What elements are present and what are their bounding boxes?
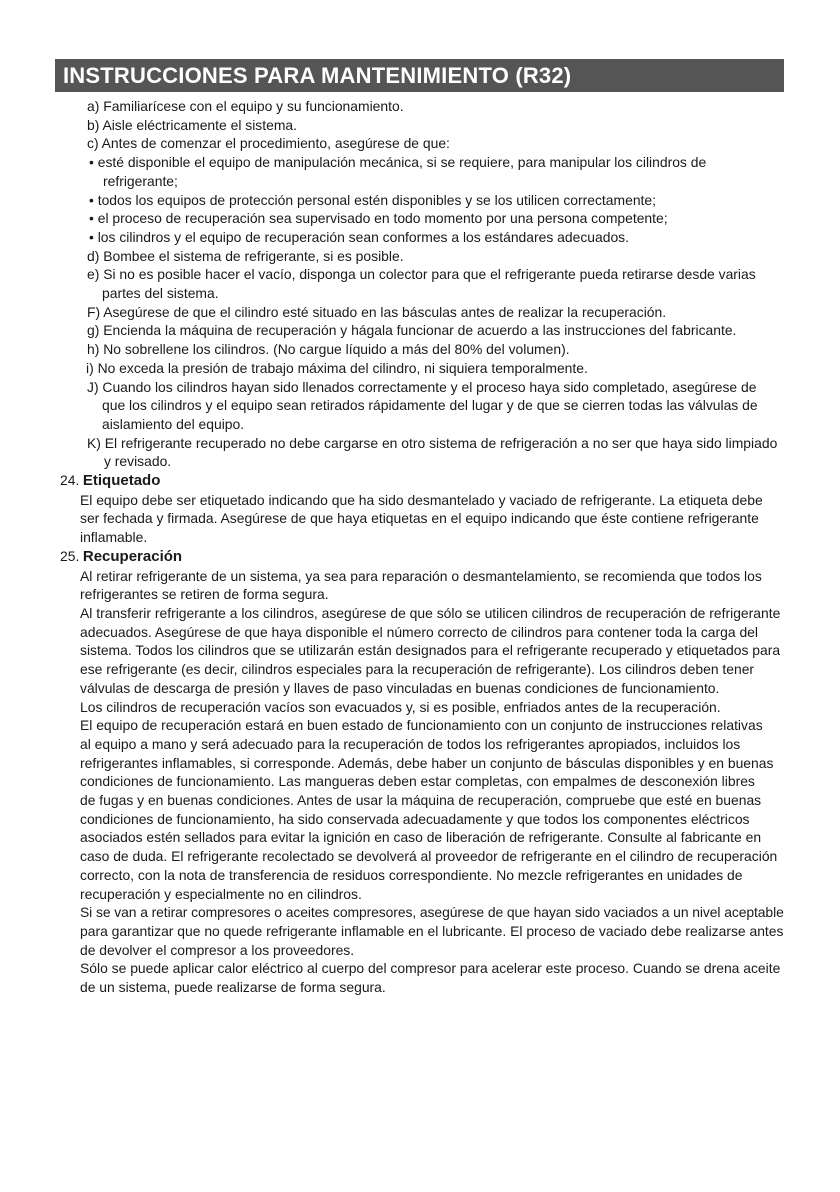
paragraph-line: refrigerantes inflamables, si corresponde. Además, debe haber un conjunto de básculas disponibles y en buenas	[80, 754, 774, 771]
paragraph-line: Sólo se puede aplicar calor eléctrico al cuerpo del compresor para acelerar este proceso. Cuando se drena aceite	[80, 960, 781, 977]
paragraph-line: válvulas de descarga de presión y llaves de paso vinculadas en buenas condiciones de funcionamiento.	[80, 679, 720, 696]
list-item: i) No exceda la presión de trabajo máxima del cilindro, ni siquiera temporalmente.	[86, 359, 588, 376]
paragraph-line: adecuados. Asegúrese de que haya disponible el número correcto de cilindros para contener toda la carga del	[80, 623, 758, 640]
paragraph-line: condiciones de funcionamiento. Las mangueras deben estar completas, con empalmes de desconexión libres	[80, 773, 755, 790]
section-heading-recuperacion	[60, 547, 784, 567]
list-item: h) No sobrellene los cilindros. (No cargue líquido a más del 80% del volumen).	[87, 341, 570, 358]
paragraph-line: El equipo debe ser etiquetado indicando que ha sido desmantelado y vaciado de refrigerante. La etiqueta debe	[80, 491, 763, 508]
bullet-item: • el proceso de recuperación sea supervisado en todo momento por una persona competente;	[89, 210, 668, 227]
list-item-continuation: aislamiento del equipo.	[102, 415, 245, 432]
bullet-item: • todos los equipos de protección personal estén disponibles y se los utilicen correctamente;	[89, 191, 656, 208]
section-title: Etiquetado	[82, 472, 161, 490]
paragraph-line: de devolver el compresor a los proveedores.	[80, 941, 355, 958]
paragraph-line: asociados estén sellados para evitar la ignición en caso de liberación de refrigerante. Consulte al fabricante en	[80, 829, 762, 846]
paragraph-line: Al retirar refrigerante de un sistema, ya sea para reparación o desmantelamiento, se recomienda que todos los	[80, 567, 762, 584]
list-item: c) Antes de comenzar el procedimiento, asegúrese de que:	[87, 135, 450, 152]
list-item: K) El refrigerante recuperado no debe cargarse en otro sistema de refrigeración a no ser que haya sido limpiado	[87, 434, 778, 451]
paragraph-line: caso de duda. El refrigerante recolectado se devolverá al proveedor de refrigerante en el cilindro de recuperación	[80, 848, 778, 865]
paragraph-line: Al transferir refrigerante a los cilindros, asegúrese de que sólo se utilicen cilindros de recuperación de refrigerante	[80, 604, 781, 621]
paragraph-line: El equipo de recuperación estará en buen estado de funcionamiento con un conjunto de instrucciones relativas	[80, 717, 763, 734]
paragraph-line: para garantizar que no quede refrigerante inflamable en el lubricante. El proceso de vaciado debe realizarse antes	[80, 922, 784, 939]
list-item: b) Aisle eléctricamente el sistema.	[87, 116, 297, 133]
section-number: 24.	[60, 472, 80, 489]
paragraph-line: condiciones de funcionamiento, ha sido conservada adecuadamente y que todos los componentes eléctricos	[80, 810, 750, 827]
list-item: d) Bombee el sistema de refrigerante, si es posible.	[87, 247, 404, 264]
list-item: F) Asegúrese de que el cilindro esté situado en las básculas antes de realizar la recuperación.	[87, 303, 667, 320]
bullet-item: • los cilindros y el equipo de recuperación sean conformes a los estándares adecuados.	[89, 228, 629, 245]
paragraph-line: refrigerantes se retiren de forma segura.	[80, 586, 329, 603]
list-item-continuation: y revisado.	[104, 453, 172, 470]
list-item-continuation: que los cilindros y el equipo sean retirados rápidamente del lugar y de que se cierren todas las válvulas de	[102, 397, 758, 414]
paragraph-line: de fugas y en buenas condiciones. Antes de usar la máquina de recuperación, compruebe que esté en buenas	[80, 792, 762, 809]
paragraph-line: al equipo a mano y será adecuado para la recuperación de todos los refrigerantes apropiados, incluidos los	[80, 735, 741, 752]
bullet-continuation: refrigerante;	[103, 172, 178, 189]
list-item-continuation: partes del sistema.	[102, 285, 219, 302]
section-number: 25.	[60, 547, 80, 564]
paragraph-line: recuperación y especialmente no en cilindros.	[80, 885, 362, 902]
bullet-item: • esté disponible el equipo de manipulación mecánica, si se requiere, para manipular los cilindros de	[89, 154, 707, 171]
list-item: J) Cuando los cilindros hayan sido llenados correctamente y el proceso haya sido completado, asegúrese de	[87, 378, 757, 395]
list-item: g) Encienda la máquina de recuperación y hágala funcionar de acuerdo a las instrucciones del fabricante.	[87, 322, 737, 339]
paragraph-line: de un sistema, puede realizarse de forma segura.	[80, 979, 386, 996]
paragraph-line: Los cilindros de recuperación vacíos son evacuados y, si es posible, enfriados antes de la recuperación.	[80, 698, 721, 715]
list-item: a) Familiarícese con el equipo y su funcionamiento.	[87, 98, 404, 114]
paragraph-line: ese refrigerante (es decir, cilindros especiales para la recuperación de refrigerante). Los cilindros deben tener	[80, 661, 755, 678]
section-title: Recuperación	[82, 547, 183, 565]
list-item: e) Si no es posible hacer el vacío, disponga un colector para que el refrigerante pueda retirarse desde varias	[87, 266, 756, 283]
paragraph-line: sistema. Todos los cilindros que se utilizarán están designados para el refrigerante recuperado y etiquetados para	[80, 642, 781, 659]
paragraph-line: correcto, con la nota de transferencia de residuos correspondiente. No mezcle refrigerantes en unidades de	[80, 866, 743, 883]
paragraph-line: ser fechada y firmada. Asegúrese de que haya etiquetas en el equipo indicando que éste contiene refrigerante	[80, 510, 759, 527]
document-body	[60, 97, 784, 997]
paragraph-line: Si se van a retirar compresores o aceites compresores, asegúrese de que hayan sido vaciados a un nivel aceptable	[80, 904, 784, 921]
page-title: INSTRUCCIONES PARA MANTENIMIENTO (R32)	[55, 59, 784, 92]
paragraph-line: inflamable.	[80, 529, 148, 546]
section-heading-etiquetado	[60, 471, 784, 491]
